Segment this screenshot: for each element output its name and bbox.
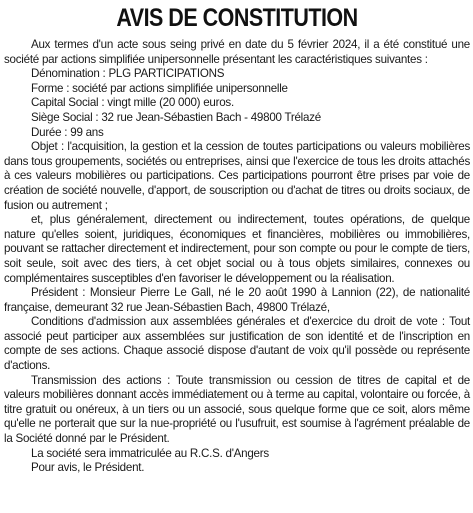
conditions-paragraph: Conditions d'admission aux assemblées générales et d'exercice du droit de vote : Tout associé peut participer aux assemblées sur justification de son identité et de l'inscription en compte de ses actions. Chaque associé dispose d'autant de voix qu'il possède ou représente d'actions. bbox=[4, 315, 470, 373]
intro-paragraph: Aux termes d'un acte sous seing privé en date du 5 février 2024, il a été constitué une société par actions simplifiée unipersonnelle présentant les caractéristiques suivantes : bbox=[4, 38, 470, 66]
signature-line: Pour avis, le Président. bbox=[31, 461, 145, 475]
president-paragraph: Président : Monsieur Pierre Le Gall, né le 20 août 1990 à Lannion (22), de nationalité française, demeurant 32 rue Jean-Sébastien Bach, 49800 Trélazé, bbox=[4, 286, 470, 314]
notice-title: AVIS DE CONSTITUTION bbox=[116, 4, 358, 32]
siege-line: Siège Social : 32 rue Jean-Sébastien Bach - 49800 Trélazé bbox=[31, 110, 321, 124]
denomination-line: Dénomination : PLG PARTICIPATIONS bbox=[31, 67, 225, 81]
forme-line: Forme : société par actions simplifiée unipersonnelle bbox=[31, 81, 288, 95]
duree-line: Durée : 99 ans bbox=[31, 125, 104, 139]
transmission-paragraph: Transmission des actions : Toute transmission ou cession de titres de capital et de valeurs mobilières donnant accès immédiatement ou à terme au capital, volontaire ou forcée, à titre gratuit ou onéreux, à un tiers ou un associé, sous quelque forme que ce soit, alors même qu'elle ne porterait que sur la nue-propriété ou l'usufruit, est soumise à l'agrément préalable de la Société donné par le Président. bbox=[4, 373, 470, 446]
immatriculation-line: La société sera immatriculée au R.C.S. d'Angers bbox=[31, 446, 269, 460]
capital-line: Capital Social : vingt mille (20 000) euros. bbox=[31, 96, 234, 110]
objet-suite-paragraph: et, plus généralement, directement ou indirectement, toutes opérations, de quelque nature qu'elles soient, juridiques, économiques et financières, mobilières ou immobilières, pouvant se rattacher directement et indirectement, pour son compte ou pour le compte de tiers, soit seule, soit avec des tiers, à cet objet social ou à tous objets similaires, connexes ou complémentaires susceptibles d'en favoriser le développement ou la réalisation. bbox=[4, 213, 470, 285]
objet-paragraph: Objet : l'acquisition, la gestion et la cession de toutes participations ou valeurs mobilières dans tous groupements, sociétés ou entreprises, ainsi que l'exercice de tous les droits attachés à ces valeurs mobilières ou participations. Ces participations pourront être prises par voie de création de société nouvelle, d'apport, de souscription ou d'achat de titres ou droits sociaux, de fusion ou autrement ; bbox=[4, 140, 470, 212]
